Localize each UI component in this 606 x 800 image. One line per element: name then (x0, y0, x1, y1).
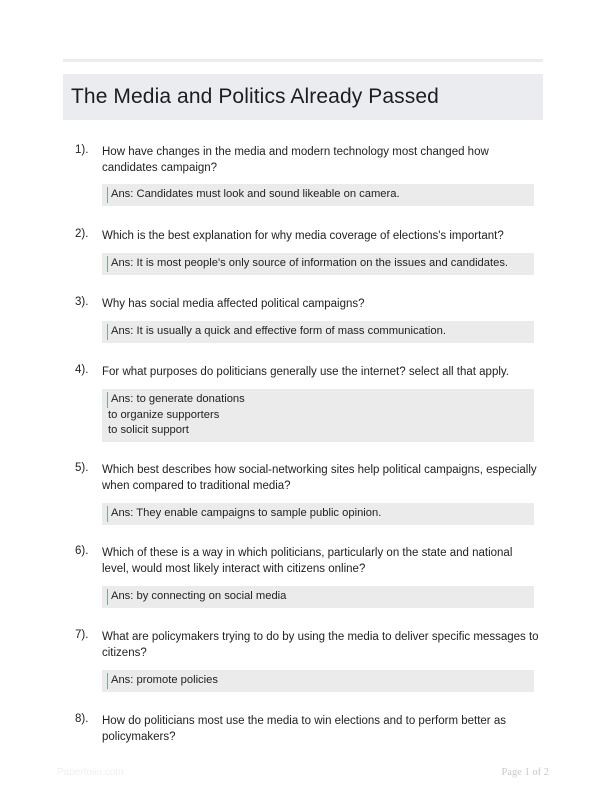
title-banner (63, 74, 543, 120)
question-text: Which is the best explanation for why media coverage of elections's important? (102, 230, 504, 242)
answer-line: to solicit support (108, 424, 189, 436)
answer-line: Ans: It is usually a quick and effective form of mass communication. (107, 324, 528, 340)
answer-line: Ans: Candidates must look and sound likeable on camera. (107, 187, 528, 203)
page-title: The Media and Politics Already Passed (71, 85, 439, 108)
question-number: 6). (75, 545, 89, 557)
question-text: Which of these is a way in which politicians, particularly on the state and national level, would most likely interact with citizens online? (102, 547, 513, 575)
question-text: How do politicians most use the media to win elections and to perform better as policymakers? (102, 715, 506, 743)
footer-watermark: Paperfolio.com (57, 767, 124, 778)
page-indicator: Page 1 of 2 (501, 767, 549, 778)
answer-box (102, 321, 534, 343)
answer-line: Ans: by connecting on social media (107, 589, 528, 605)
top-divider (63, 59, 543, 62)
question-text: Why has social media affected political campaigns? (102, 298, 365, 310)
answer-line: Ans: to generate donations (107, 392, 528, 408)
answer-line: Ans: promote policies (107, 673, 528, 689)
question-number: 5). (75, 462, 89, 474)
answer-box (102, 253, 534, 275)
question-text: For what purposes do politicians generally use the internet? select all that apply. (102, 366, 509, 378)
answer-line: Ans: It is most people's only source of information on the issues and candidates. (107, 256, 528, 272)
question-number: 8). (75, 713, 89, 725)
answer-box (102, 184, 534, 206)
answer-box (102, 586, 534, 608)
answer-line: Ans: They enable campaigns to sample public opinion. (107, 506, 528, 522)
question-number: 2). (75, 228, 89, 240)
answer-box (102, 389, 534, 442)
question-number: 4). (75, 364, 89, 376)
question-text: What are policymakers trying to do by using the media to deliver specific messages to citizens? (102, 631, 539, 659)
question-number: 3). (75, 296, 89, 308)
answer-box (102, 670, 534, 692)
question-text: How have changes in the media and modern technology most changed how candidates campaign? (102, 146, 489, 174)
question-number: 7). (75, 629, 89, 641)
question-text: Which best describes how social-networking sites help political campaigns, especially when compared to traditional media? (102, 464, 537, 492)
question-number: 1). (75, 144, 89, 156)
answer-line: to organize supporters (108, 408, 220, 421)
answer-box (102, 503, 534, 525)
